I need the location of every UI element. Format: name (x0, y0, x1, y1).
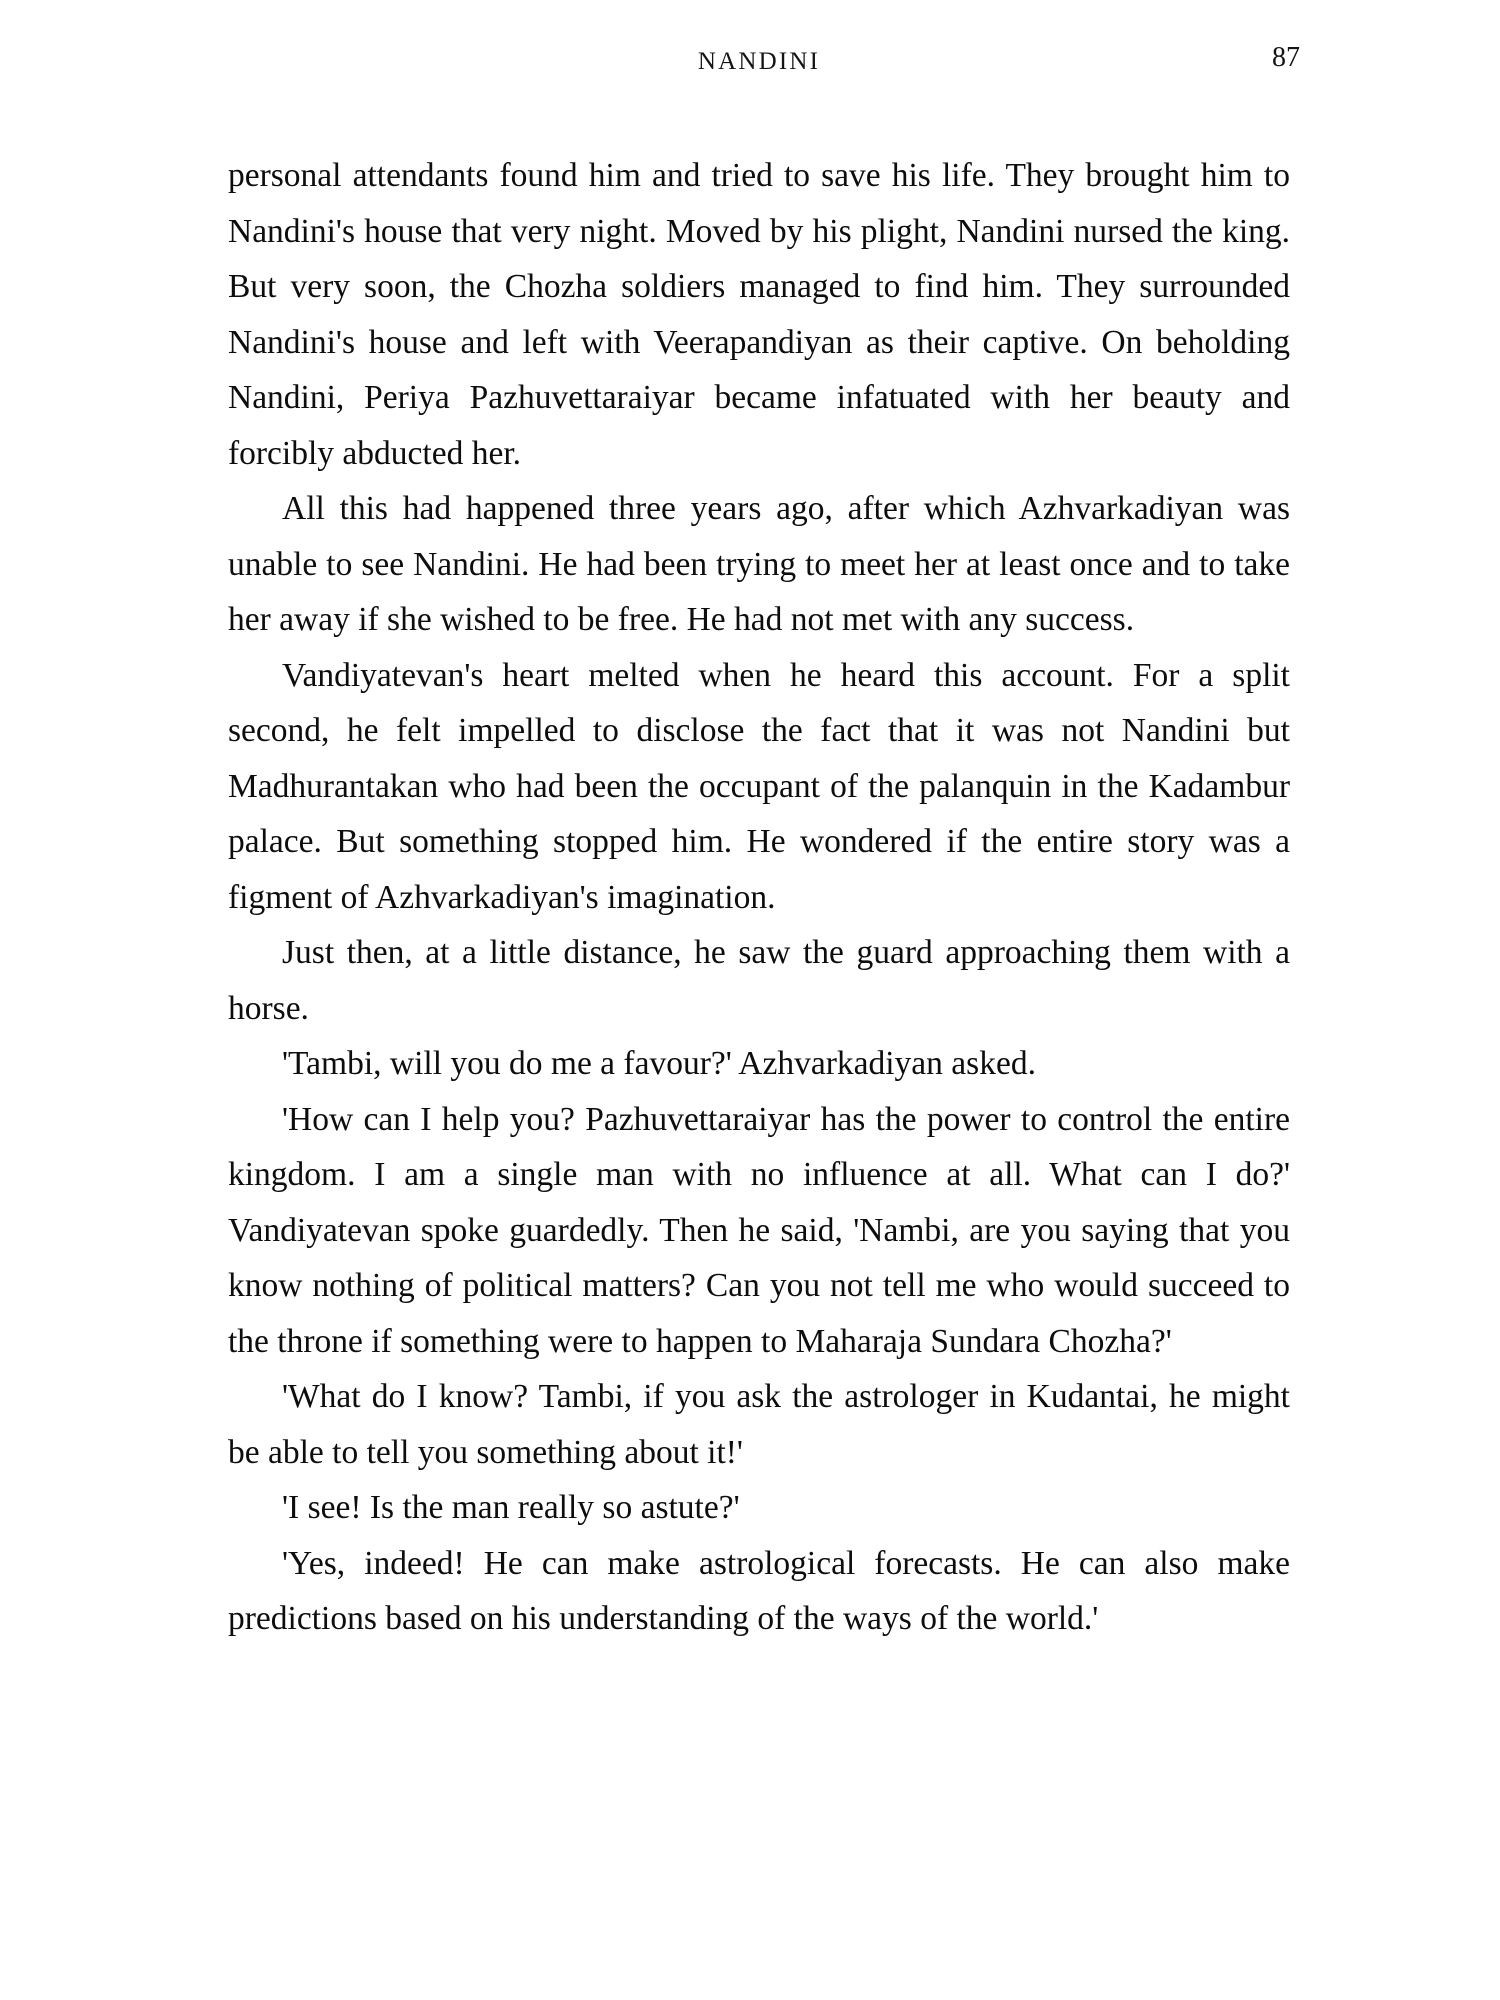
paragraph: 'Yes, indeed! He can make astrological forecasts. He can also make predictions based on his understanding of the ways of the world.' (228, 1544, 1290, 1637)
running-head (228, 0, 1300, 90)
paragraph: personal attendants found him and tried to save his life. They brought him to Nandini's house that very night. Moved by his plight, Nandini nursed the king. But very soon, the Chozha soldiers managed to find him. They surrounded Nandini's house and left with Veerapandiyan as their captive. On beholding Nandini, Periya Pazhuvettaraiyar became infatuated with her beauty and forcibly abducted her. (228, 157, 1290, 472)
running-head-title: NANDINI (697, 48, 821, 75)
paragraph: 'Tambi, will you do me a favour?' Azhvarkadiyan asked. (282, 1045, 1036, 1082)
page-body (228, 148, 1290, 1647)
paragraph: All this had happened three years ago, after which Azhvarkadiyan was unable to see Nandini. He had been trying to meet her at least once and to take her away if she wished to be free. He had not met with any success. (228, 490, 1290, 638)
paragraph: Vandiyatevan's heart melted when he heard this account. For a split second, he felt impelled to disclose the fact that it was not Nandini but Madhurantakan who had been the occupant of the palanquin in the Kadambur palace. But something stopped him. He wondered if the entire story was a figment of Azhvarkadiyan's imagination. (228, 656, 1290, 916)
page-number: 87 (1272, 42, 1300, 73)
page-header (228, 0, 1300, 90)
paragraph: 'What do I know? Tambi, if you ask the astrologer in Kudantai, he might be able to tell you something about it!' (228, 1378, 1290, 1471)
paragraph: 'How can I help you? Pazhuvettaraiyar has the power to control the entire kingdom. I am a single man with no influence at all. What can I do?' Vandiyatevan spoke guardedly. Then he said, 'Nambi, are you saying that you know nothing of political matters? Can you not tell me who would succeed to the throne if something were to happen to Maharaja Sundara Chozha?' (228, 1100, 1290, 1360)
paragraph: 'I see! Is the man really so astute?' (282, 1489, 740, 1526)
paragraph: Just then, at a little distance, he saw the guard approaching them with a horse. (228, 934, 1290, 1027)
